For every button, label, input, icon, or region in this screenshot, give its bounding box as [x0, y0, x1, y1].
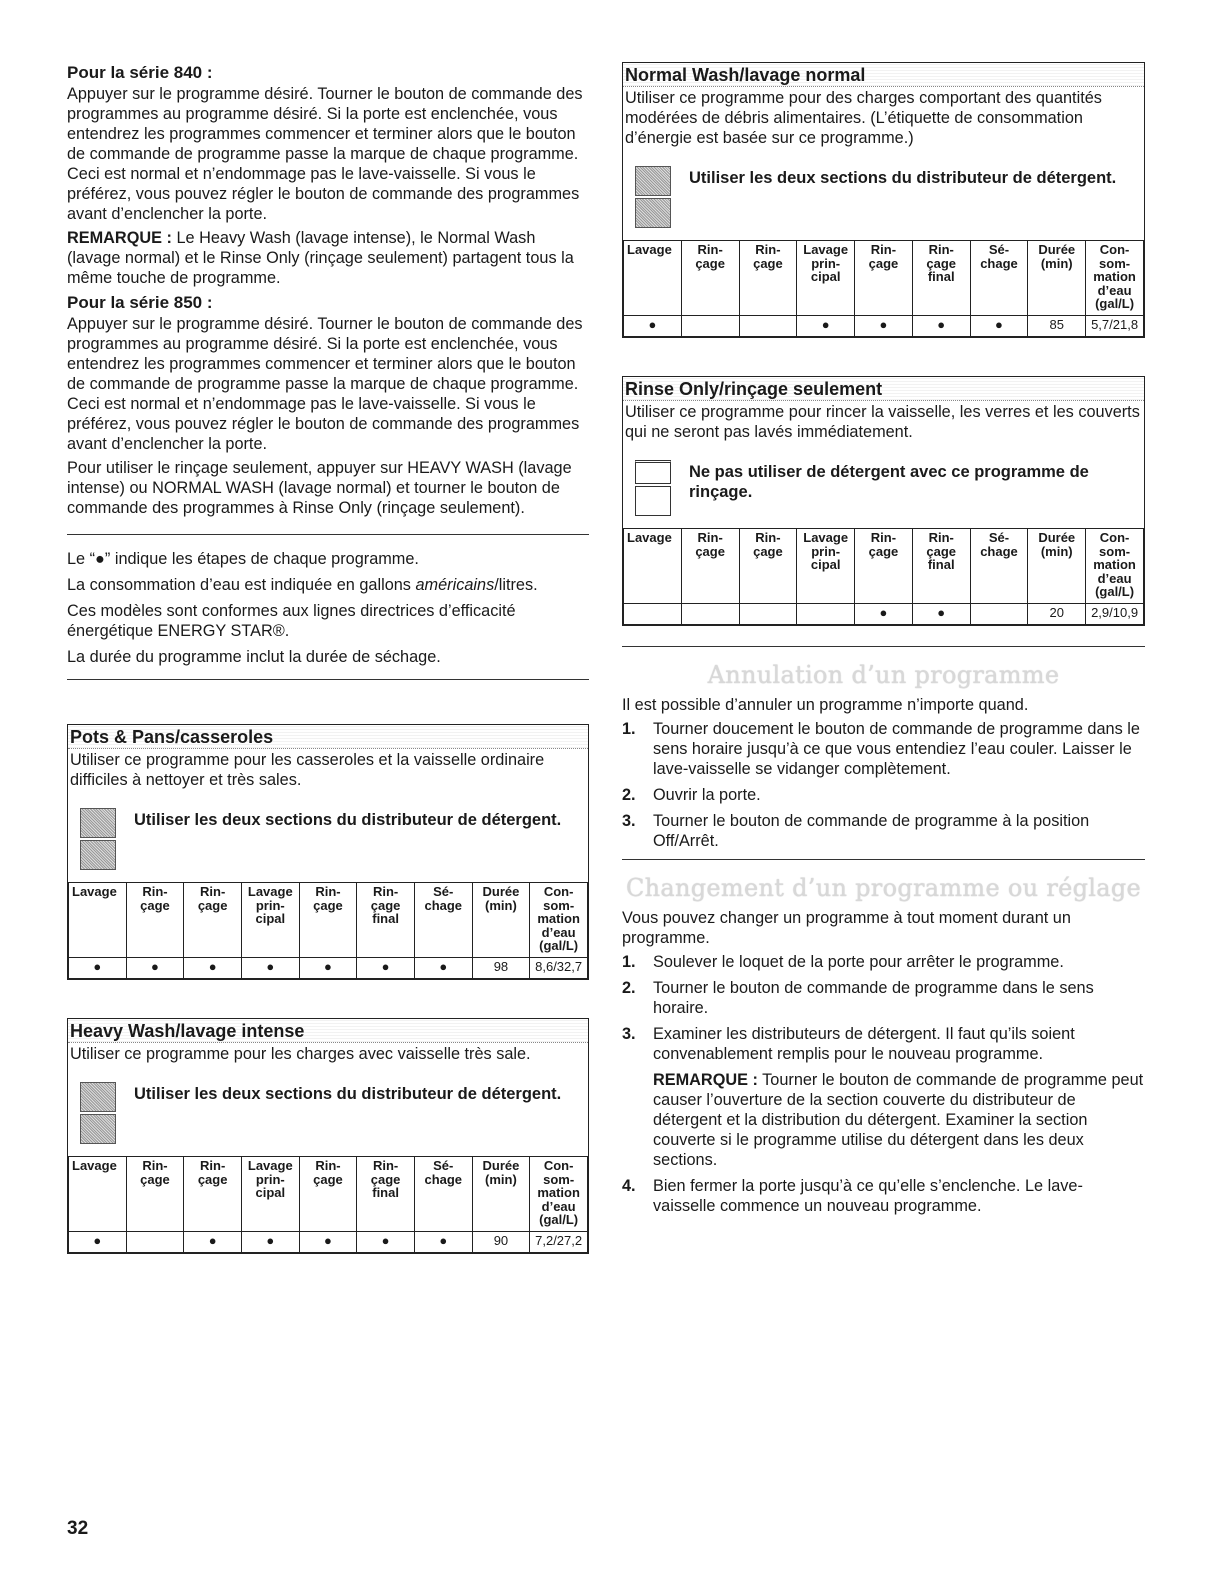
divider [67, 679, 589, 680]
list-item [622, 785, 1145, 805]
detergent-text: Utiliser les deux sections du distributeur de détergent. [134, 811, 562, 829]
table-cell: ● [69, 958, 127, 979]
col-header: Sé- chage [970, 529, 1028, 604]
col-header: Rin- çage [299, 1157, 357, 1232]
col-header: Rin- çage final [912, 241, 970, 316]
col-header: Lavage prin- cipal [797, 241, 855, 316]
program-description: Utiliser ce programme pour les charges avec vaisselle très sale. [70, 1045, 531, 1063]
table-cell: ● [855, 604, 913, 625]
col-header: Rin- çage final [357, 1157, 415, 1232]
divider [622, 646, 1145, 647]
col-header: Lavage prin- cipal [241, 883, 299, 958]
step-text: Soulever le loquet de la porte pour arrêter le programme. [653, 953, 1064, 971]
table-cell: ● [624, 316, 682, 337]
col-header: Lavage prin- cipal [241, 1157, 299, 1232]
table-cell: ● [414, 1232, 472, 1253]
col-header: Con- som- mation d’eau (gal/L) [530, 1157, 588, 1232]
cancel-steps [622, 719, 1145, 851]
col-header: Lavage prin- cipal [797, 529, 855, 604]
program-title: Rinse Only/rinçage seulement [623, 377, 1144, 401]
step-text: Tourner le bouton de commande de programme dans le sens horaire. [653, 979, 1094, 1017]
col-header: Rin- çage [126, 1157, 184, 1232]
col-header: Sé- chage [414, 1157, 472, 1232]
detergent-text: Utiliser les deux sections du distributeur de détergent. [689, 169, 1117, 187]
program-heavy-wash [67, 1018, 589, 1254]
col-header: Con- som- mation d’eau (gal/L) [1086, 529, 1144, 604]
cancel-cycle-heading: Annulation d’un programme [707, 661, 1060, 689]
table-cell: ● [69, 1232, 127, 1253]
series-840-heading: Pour la série 840 : [67, 63, 213, 82]
step-number: 2. [622, 979, 636, 997]
series-840-note [67, 228, 589, 288]
note-text: Le Heavy Wash (lavage intense), le Normal Wash (lavage normal) et le Rinse Only (rinçage seulement) partagent tous la même touche de programme. [67, 229, 574, 287]
step-text: Examiner les distributeurs de détergent. Il faut qu’ils soient convenablement remplis pour le nouveau programme. [653, 1025, 1075, 1063]
col-header: Lavage [624, 241, 682, 316]
table-cell [624, 604, 682, 625]
note-water-units [67, 575, 589, 595]
list-item [622, 1024, 1145, 1170]
step-text: Tourner doucement le bouton de commande de programme dans le sens horaire jusqu’à ce que vous entendiez l’eau couler. Laisser le lave-vaisselle se vidanger complètement. [653, 720, 1140, 778]
list-item [622, 811, 1145, 851]
program-description: Utiliser ce programme pour les casseroles et la vaisselle ordinaire difficiles à nettoyer et très sales. [70, 751, 545, 789]
col-header: Rin- çage [681, 529, 739, 604]
table-cell: 2,9/10,9 [1086, 604, 1144, 625]
divider [622, 859, 1145, 860]
table-cell: 90 [472, 1232, 530, 1253]
table-cell [681, 316, 739, 337]
series-850-rinse-paragraph: Pour utiliser le rinçage seulement, appuyer sur HEAVY WASH (lavage intense) ou NORMAL WASH (lavage normal) et tourner le bouton de commande des programmes à Rinse Only (rinçage seulement). [67, 459, 572, 517]
program-description: Utiliser ce programme pour rincer la vaisselle, les verres et les couverts qui ne seront pas lavés immédiatement. [625, 403, 1140, 441]
detergent-text: Utiliser les deux sections du distributeur de détergent. [134, 1085, 562, 1103]
col-header: Rin- çage final [912, 529, 970, 604]
program-title: Pots & Pans/casseroles [68, 725, 588, 749]
program-normal-wash [622, 62, 1145, 338]
col-header: Lavage [69, 1157, 127, 1232]
program-steps-table [623, 240, 1144, 337]
table-cell: ● [414, 958, 472, 979]
col-header: Sé- chage [970, 241, 1028, 316]
table-cell [739, 604, 797, 625]
col-header: Rin- çage [184, 1157, 242, 1232]
col-header: Rin- çage [855, 241, 913, 316]
col-header: Durée (min) [1028, 241, 1086, 316]
detergent-instruction [68, 790, 588, 882]
program-steps-table [623, 528, 1144, 625]
step-text: Ouvrir la porte. [653, 786, 761, 804]
table-cell: ● [357, 958, 415, 979]
program-title: Heavy Wash/lavage intense [68, 1019, 588, 1043]
col-header: Lavage [69, 883, 127, 958]
table-cell: ● [912, 604, 970, 625]
table-cell: ● [126, 958, 184, 979]
table-cell: 98 [472, 958, 530, 979]
col-header: Con- som- mation d’eau (gal/L) [1086, 241, 1144, 316]
left-column [67, 62, 589, 1254]
col-header: Rin- çage [184, 883, 242, 958]
detergent-dispenser-full-icon [80, 1082, 116, 1146]
program-steps-table [68, 882, 588, 979]
step-body [653, 1024, 1145, 1170]
col-header: Rin- çage [855, 529, 913, 604]
series-840-paragraph: Appuyer sur le programme désiré. Tourner le bouton de commande des programmes au programme désiré. Si la porte est enclenchée, vous entendrez les programmes commencer et terminer alors que le bouton de commande de programme passe la marque de chaque programme. Ceci est normal et n’endommage pas le lave-vaisselle. Si vous le préférez, vous pouvez régler le bouton de commande des programmes avant d’enclencher la porte. [67, 85, 583, 223]
table-cell [739, 316, 797, 337]
right-column [622, 62, 1145, 1222]
table-cell: ● [299, 958, 357, 979]
step-number: 1. [622, 953, 636, 971]
col-header: Con- som- mation d’eau (gal/L) [530, 883, 588, 958]
col-header: Rin- çage final [357, 883, 415, 958]
detergent-text: Ne pas utiliser de détergent avec ce programme de rinçage. [689, 463, 1089, 501]
col-header: Rin- çage [739, 529, 797, 604]
list-item [622, 978, 1145, 1018]
program-rinse-only [622, 376, 1145, 626]
col-header: Rin- çage [299, 883, 357, 958]
list-item [622, 1176, 1145, 1216]
list-item [622, 719, 1145, 779]
step-text: Tourner le bouton de commande de programme à la position Off/Arrêt. [653, 812, 1090, 850]
table-cell: ● [912, 316, 970, 337]
table-cell: ● [970, 316, 1028, 337]
detergent-instruction [68, 1064, 588, 1156]
step-number: 4. [622, 1177, 636, 1195]
col-header: Lavage [624, 529, 682, 604]
table-cell: ● [797, 316, 855, 337]
page-number: 32 [67, 1518, 89, 1539]
list-item [622, 952, 1145, 972]
series-850-heading: Pour la série 850 : [67, 293, 213, 312]
table-cell [681, 604, 739, 625]
change-intro: Vous pouvez changer un programme à tout moment durant un programme. [622, 909, 1071, 947]
program-steps-table [68, 1156, 588, 1253]
note-energy-star: Ces modèles sont conformes aux lignes directrices d’efficacité énergétique ENERGY STAR®. [67, 602, 516, 640]
col-header: Rin- çage [739, 241, 797, 316]
table-cell: ● [855, 316, 913, 337]
col-header: Durée (min) [472, 883, 530, 958]
table-cell: 7,2/27,2 [530, 1232, 588, 1253]
note-label: REMARQUE : [653, 1071, 758, 1089]
step-number: 2. [622, 786, 636, 804]
table-cell: 5,7/21,8 [1086, 316, 1144, 337]
col-header: Rin- çage [126, 883, 184, 958]
series-850-paragraph: Appuyer sur le programme désiré. Tourner le bouton de commande des programmes au programme désiré. Si la porte est enclenchée, vous entendrez les programmes commencer et terminer alors que le bouton de commande de programme passe la marque de chaque programme. Ceci est normal et n’endommage pas le lave-vaisselle. Si vous le préférez, vous pouvez régler le bouton de commande des programmes avant d’enclencher la porte. [67, 315, 583, 453]
table-cell: ● [184, 958, 242, 979]
note-bullet-meaning: Le “●” indique les étapes de chaque programme. [67, 550, 419, 568]
table-cell: ● [357, 1232, 415, 1253]
table-cell: ● [241, 958, 299, 979]
step-number: 3. [622, 1025, 636, 1043]
step-number: 3. [622, 812, 636, 830]
table-cell: 20 [1028, 604, 1086, 625]
table-cell: 85 [1028, 316, 1086, 337]
program-pots-pans [67, 724, 589, 980]
change-cycle-heading: Changement d’un programme ou réglage [625, 874, 1142, 902]
col-header: Sé- chage [414, 883, 472, 958]
note-water-units-b: américains [415, 576, 495, 594]
table-cell [970, 604, 1028, 625]
note-duration: La durée du programme inclut la durée de séchage. [67, 648, 441, 666]
cancel-intro: Il est possible d’annuler un programme n’importe quand. [622, 696, 1029, 714]
note-water-units-c: /litres. [494, 576, 538, 594]
notes [67, 549, 589, 667]
detergent-instruction [623, 148, 1144, 240]
note-text: Tourner le bouton de commande de programme peut causer l’ouverture de la section couverte du distributeur de détergent et la distribution du détergent. Examiner la section couverte si le programme utilise du détergent dans les deux sections. [653, 1071, 1144, 1169]
divider [67, 534, 589, 535]
table-cell [126, 1232, 184, 1253]
table-cell [797, 604, 855, 625]
detergent-instruction [623, 442, 1144, 528]
col-header: Durée (min) [1028, 529, 1086, 604]
change-steps [622, 952, 1145, 1216]
table-cell: ● [184, 1232, 242, 1253]
change-note [653, 1070, 1145, 1170]
table-cell: ● [299, 1232, 357, 1253]
detergent-dispenser-full-icon [80, 808, 116, 872]
note-label: REMARQUE : [67, 229, 172, 247]
program-title: Normal Wash/lavage normal [623, 63, 1144, 87]
program-description: Utiliser ce programme pour des charges comportant des quantités modérées de débris alimentaires. (L’étiquette de consommation d’énergie est basée sur ce programme.) [625, 89, 1102, 147]
table-cell: 8,6/32,7 [530, 958, 588, 979]
col-header: Durée (min) [472, 1157, 530, 1232]
detergent-dispenser-full-icon [635, 166, 671, 230]
col-header: Rin- çage [681, 241, 739, 316]
table-cell: ● [241, 1232, 299, 1253]
step-number: 1. [622, 720, 636, 738]
note-water-units-a: La consommation d’eau est indiquée en gallons [67, 576, 416, 594]
step-text: Bien fermer la porte jusqu’à ce qu’elle s’enclenche. Le lave-vaisselle commence un nouveau programme. [653, 1177, 1083, 1215]
detergent-dispenser-empty-icon [635, 460, 671, 518]
